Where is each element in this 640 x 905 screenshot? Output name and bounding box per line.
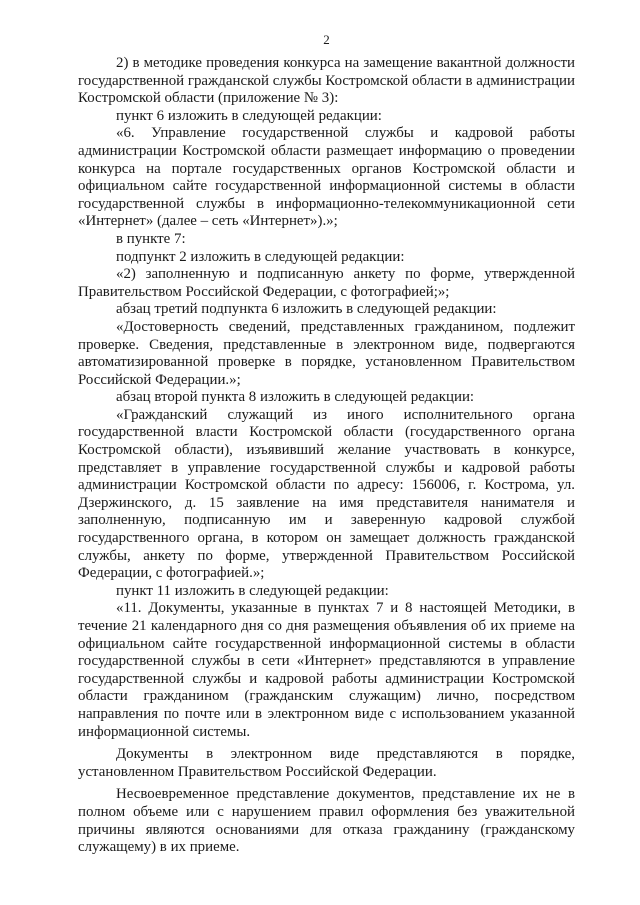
paragraph: подпункт 2 изложить в следующей редакции: [116, 248, 405, 265]
paragraph: 2) в методике проведения конкурса на замещение вакантной должности государственной гражданской службы Костромской области в администрации Костромской области (приложение № 3): [78, 55, 575, 107]
paragraph: «2) заполненную и подписанную анкету по форме, утвержденной Правительством Российской Федерации, с фотографией;»; [78, 266, 575, 300]
paragraph: «6. Управление государственной службы и кадровой работы администрации Костромской области размещает информацию о проведении конкурса на портале государственных органов Костромской области и официальном сайте государственной информационной системы в области государственной службы в информационно-телекоммуникационной сети «Интернет» (далее – сеть «Интернет»).»; [78, 125, 575, 230]
paragraph: абзац третий подпункта 6 изложить в следующей редакции: [116, 301, 497, 318]
paragraph: пункт 11 изложить в следующей редакции: [116, 582, 389, 599]
page-number: 2 [323, 32, 330, 47]
paragraph: пункт 6 изложить в следующей редакции: [116, 107, 382, 124]
paragraph: «Гражданский служащий из иного исполнительного органа государственной власти Костромской области (государственного органа Костромской области), изъявивший желание участвовать в конкурсе, представляет в управление государственной службы и кадровой работы администрации Костромской области по адресу: 156006, г. Кострома, ул. Дзержинского, д. 15 заявление на имя представителя нанимателя и заполненную, подписанную им и заверенную кадровой службой государственного органа, в котором он замещает должность гражданской службы, анкету по форме, утвержденной Правительством Российской Федерации, с фотографией.»; [78, 406, 575, 582]
paragraph: «11. Документы, указанные в пунктах 7 и 8 настоящей Методики, в течение 21 календарного дня со дня размещения объявления об их приеме на официальном сайте государственной информационной системы в области государственной службы в сети «Интернет» представляются в управление государственной службы и кадровой работы администрации Костромской области гражданином (гражданским служащим) лично, посредством направления по почте или в электронном виде с использованием указанной информационной системы. [78, 600, 575, 740]
paragraph: Документы в электронном виде представляются в порядке, установленном Правительством Российской Федерации. [78, 746, 575, 780]
document-body [78, 55, 575, 857]
paragraph: абзац второй пункта 8 изложить в следующей редакции: [116, 389, 475, 406]
paragraph: в пункте 7: [116, 230, 186, 247]
paragraph: «Достоверность сведений, представленных гражданином, подлежит проверке. Сведения, представленные в электронном виде, подвергаются автоматизированной проверке в порядке, установленном Правительством Российской Федерации.»; [78, 318, 575, 388]
paragraph: Несвоевременное представление документов, представление их не в полном объеме или с нарушением правил оформления без уважительной причины являются основаниями для отказа гражданину (гражданскому служащему) в их приеме. [78, 786, 575, 856]
